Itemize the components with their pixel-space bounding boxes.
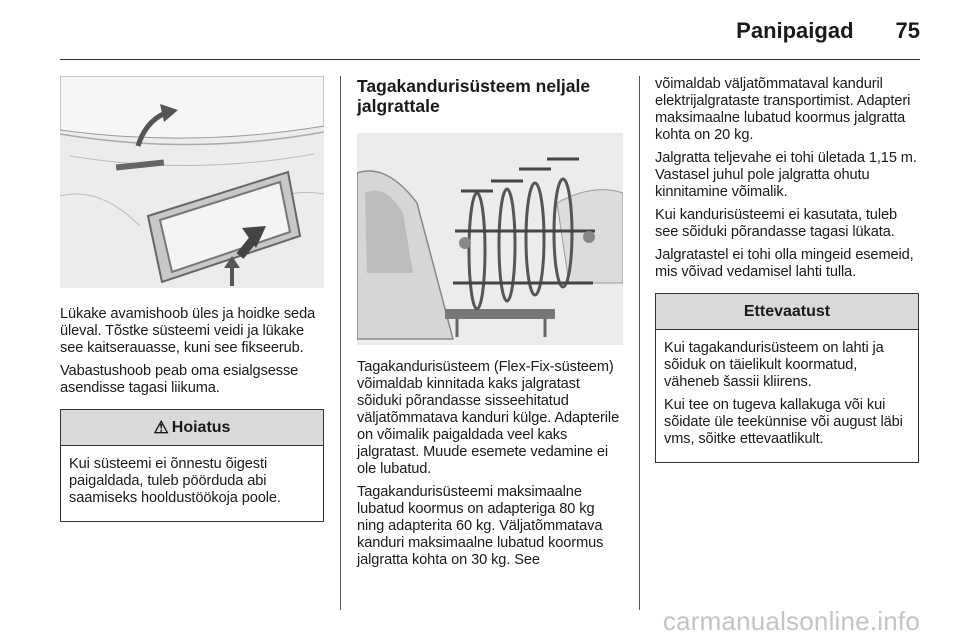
warning-title-bar (61, 410, 323, 446)
warning-title: Hoiatus (171, 418, 231, 436)
warning-triangle-icon: ⚠ (153, 418, 169, 437)
column-1 (60, 76, 324, 522)
warning-box (60, 409, 324, 522)
header-rule (60, 59, 920, 60)
paragraph: Tagakandurisüsteem (Flex-Fix-süsteem) võimaldab kinnitada kaks jalgratast sõiduki põrandasse sisseehitatud väljatõmmatava kanduri külge. Adapterile on võimalik paigaldada veel kaks jalgratast. Muude esemete vedamine ei ole lubatud. (357, 359, 620, 477)
column-2 (357, 76, 623, 575)
paragraph: Kui kandurisüsteemi ei kasutata, tuleb see sõiduki põrandasse tagasi lükata. (655, 207, 897, 240)
section-title: Panipaigad (736, 18, 854, 43)
tailgate-license-plate-illustration (60, 76, 324, 288)
paragraph: võimaldab väljatõmmataval kanduril elektrijalgrataste transportimist. Adapteri maksimaalne lubatud koormus jalgratta kohta on 20 kg. (655, 76, 911, 143)
caution-title-bar (656, 294, 918, 330)
tailgate-illustration-svg (60, 76, 324, 288)
paragraph: Jalgratastel ei tohi olla mingeid esemeid, mis võivad vedamisel lahti tulla. (655, 247, 914, 280)
column-divider (340, 76, 341, 610)
caution-text: Kui tee on tugeva kallakuga või kui sõidate üle teekünnise või august läbi vms, sõitke ettevaatlikult. (664, 397, 903, 447)
warning-content (61, 446, 323, 521)
bike-carrier-illustration-svg (357, 133, 623, 345)
caution-content (656, 330, 918, 462)
section-heading: Tagakandurisüsteem neljale jalgrattale (357, 76, 591, 116)
caution-title: Ettevaatust (743, 302, 831, 320)
paragraph: Tagakandurisüsteemi maksimaalne lubatud koormus on adapteriga 80 kg ning adapterita 60 kg. Väljatõmmatava kanduri maksimaalne lubatud koormus jalgratta kohta on 30 kg. See (357, 484, 604, 568)
paragraph: Lükake avamishoob üles ja hoidke seda üleval. Tõstke süsteemi veidi ja lükake see kaitserauasse, kuni see fikseerub. (60, 306, 316, 356)
watermark: carmanualsonline.info (662, 606, 920, 636)
warning-text: Kui süsteemi ei õnnestu õigesti paigaldada, tuleb pöörduda abi saamiseks hooldustöökoja poole. (69, 456, 281, 506)
paragraph: Jalgratta teljevahe ei tohi ületada 1,15 m. Vastasel juhul pole jalgratta ohutu kinnitamine võimalik. (655, 150, 917, 200)
column-3 (655, 76, 919, 463)
page-header (736, 18, 920, 48)
caution-text: Kui tagakandurisüsteem on lahti ja sõiduk on täielikult koormatud, väheneb šassii kliirens. (664, 340, 884, 390)
column-divider (639, 76, 640, 610)
paragraph: Vabastushoob peab oma esialgsesse asendisse tagasi liikuma. (60, 363, 299, 396)
caution-box (655, 293, 919, 463)
page-number: 75 (895, 18, 920, 43)
four-bicycle-carrier-illustration (357, 133, 623, 345)
